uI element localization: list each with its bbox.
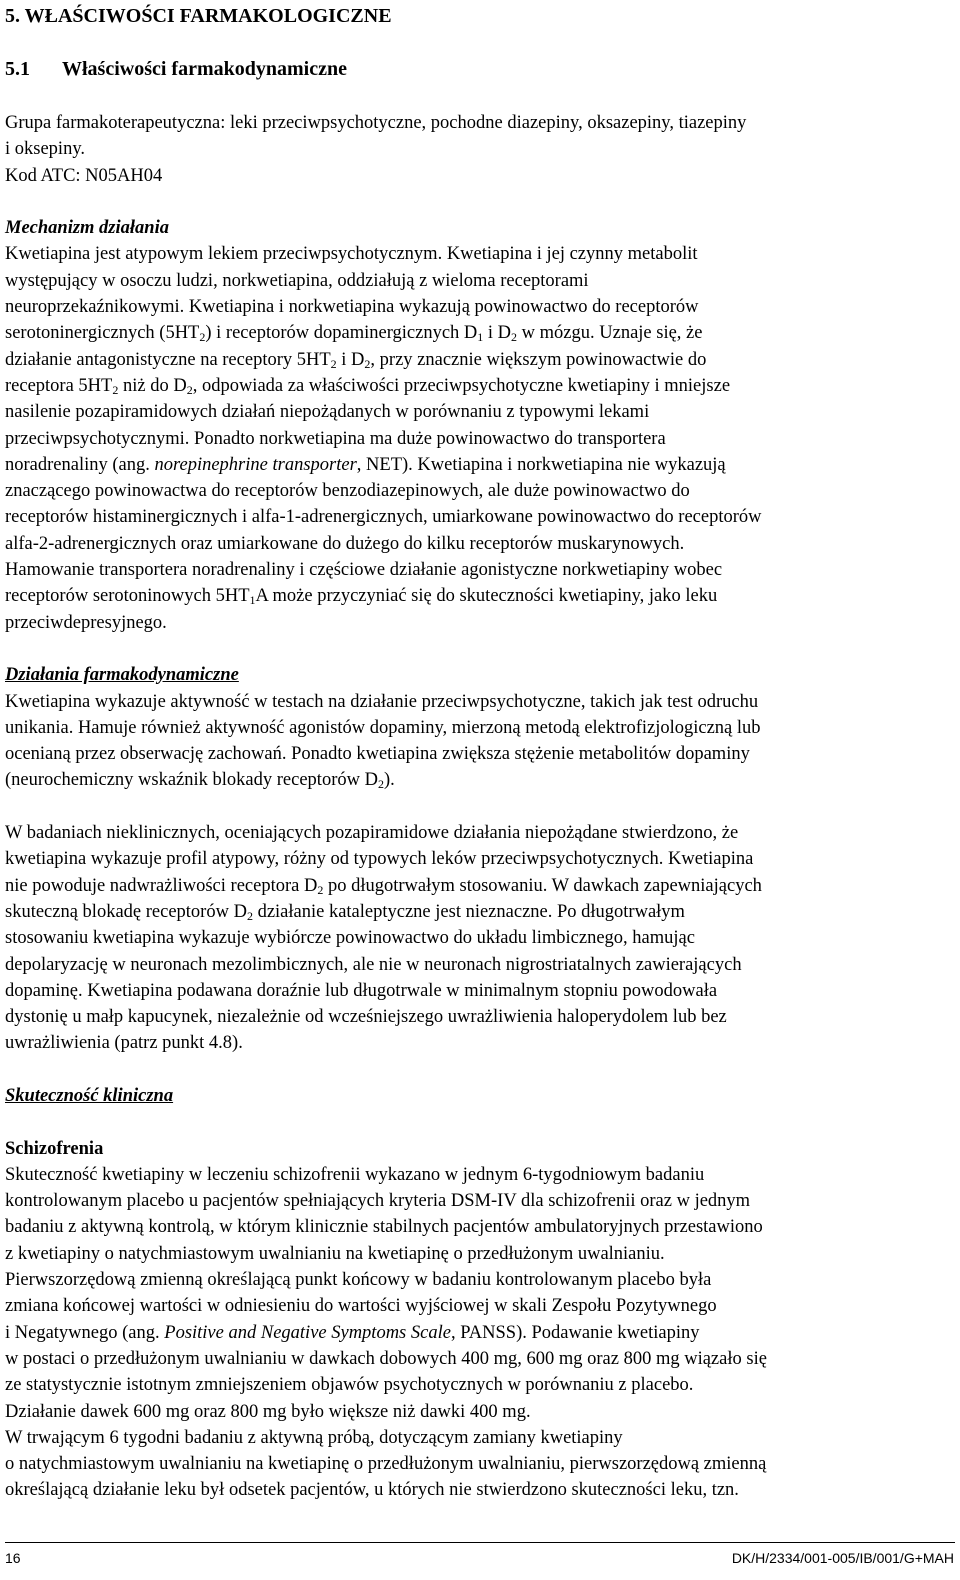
text-line: noradrenaliny (ang. norepinephrine transporter, NET). Kwetiapina i norkwetiapina nie wykazują — [5, 454, 726, 475]
text-line: działanie antagonistyczne na receptory $5HT_2$ i $D_2$, przy znacznie większym powinowactwie do — [5, 349, 707, 371]
text-line: i Negatywnego (ang. Positive and Negative Symptoms Scale, PANSS). Podawanie kwetiapiny — [5, 1322, 700, 1343]
text-line: Kwetiapina jest atypowym lekiem przeciwpsychotycznym. Kwetiapina i jej czynny metabolit — [5, 244, 698, 265]
text-line: skuteczną blokadę receptorów $D_2$ działanie kataleptyczne jest nieznaczne. Po długotrwałym — [5, 901, 685, 923]
subsection-title: Właściwości farmakodynamiczne — [62, 58, 347, 80]
text-line: receptorów serotoninowych $5HT_1A$ może przyczyniać się do skuteczności kwetiapiny, jako leku — [5, 586, 718, 608]
schizophrenia-heading: Schizofrenia — [5, 1138, 104, 1159]
text-line: serotoninergicznych $(5HT_2)$ i receptorów dopaminergicznych $D_1$ i $D_2$ w mózgu. Uznaje się, że — [5, 323, 703, 345]
text-line: Grupa farmakoterapeutyczna: leki przeciwpsychotyczne, pochodne diazepiny, oksazepiny, tiazepiny — [5, 113, 747, 133]
text-line: stosowaniu kwetiapina wykazuje wybiórcze powinowactwo do układu limbicznego, hamując — [5, 928, 695, 949]
text-line: Hamowanie transportera noradrenaliny i częściowe działanie agonistyczne norkwetiapiny wobec — [5, 560, 723, 581]
atc-code: Kod ATC: N05AH04 — [5, 165, 163, 186]
subsection-number: 5.1 — [5, 58, 30, 80]
document-code: DK/H/2334/001-005/IB/001/G+MAH — [731, 1550, 954, 1566]
text-line: W trwającym 6 tygodni badaniu z aktywną próbą, dotyczącym zamiany kwetiapiny — [5, 1427, 623, 1448]
text-line: występujący w osoczu ludzi, norkwetiapina, oddziałują z wieloma receptorami — [5, 270, 589, 291]
section-heading: 5. WŁAŚCIWOŚCI FARMAKOLOGICZNE — [5, 5, 392, 27]
body-text — [5, 110, 955, 1504]
text-line: Skuteczność kwetiapiny w leczeniu schizofrenii wykazano w jednym 6-tygodniowym badaniu — [5, 1164, 705, 1185]
text-line: o natychmiastowym uwalnianiu na kwetiapinę o przedłużonym uwalnianiu, pierwszorzędową zmienną — [5, 1454, 767, 1475]
text-line: w postaci o przedłużonym uwalnianiu w dawkach dobowych 400 mg, 600 mg oraz 800 mg wiązało się — [5, 1348, 767, 1369]
text-line: badaniu z aktywną kontrolą, w którym klinicznie stabilnych pacjentów ambulatoryjnych przestawiono — [5, 1217, 763, 1238]
text-line: zmiana końcowej wartości w odniesieniu do wartości wyjściowej w skali Zespołu Pozytywnego — [5, 1296, 717, 1317]
text-line: Pierwszorzędową zmienną określającą punkt końcowy w badaniu kontrolowanym placebo była — [5, 1270, 712, 1291]
pd-effects-heading: Działania farmakodynamiczne — [5, 665, 239, 686]
text-line: kontrolowanym placebo u pacjentów spełniających kryteria DSM-IV dla schizofrenii oraz w jednym — [5, 1191, 751, 1212]
text-line: Działanie dawek 600 mg oraz 800 mg było większe niż dawki 400 mg. — [5, 1401, 531, 1422]
clinical-heading: Skuteczność kliniczna — [5, 1085, 174, 1106]
text-line: unikania. Hamuje również aktywność agonistów dopaminy, mierzoną metodą elektrofizjologiczną lub — [5, 717, 761, 738]
footer-divider — [5, 1542, 955, 1543]
text-line: (neurochemiczny wskaźnik blokady receptorów $D_2$). — [5, 770, 395, 792]
text-line: uwrażliwienia (patrz punkt 4.8). — [5, 1033, 243, 1054]
text-line: alfa-2-adrenergicznych oraz umiarkowane do dużego do kilku receptorów muskarynowych. — [5, 533, 685, 554]
text-line: znaczącego powinowactwa do receptorów benzodiazepinowych, ale duże powinowactwo do — [5, 481, 690, 502]
text-line: przeciwpsychotycznymi. Ponadto norkwetiapina ma duże powinowactwo do transportera — [5, 428, 666, 449]
text-line: Kwetiapina wykazuje aktywność w testach na działanie przeciwpsychotyczne, takich jak test odruchu — [5, 691, 759, 712]
text-line: dystonię u małp kapucynek, niezależnie od wcześniejszego uwrażliwienia haloperydolem lub bez — [5, 1007, 727, 1028]
mechanism-heading: Mechanizm działania — [5, 218, 169, 239]
text-line: i oksepiny. — [5, 139, 85, 160]
text-line: z kwetiapiny o natychmiastowym uwalnianiu na kwetiapinę o przedłużonym uwalnianiu. — [5, 1243, 665, 1264]
text-line: ocenianą przez obserwację zachowań. Ponadto kwetiapina zwiększa stężenie metabolitów dopaminy — [5, 744, 750, 765]
text-line: przeciwdepresyjnego. — [5, 612, 167, 633]
text-line: określającą działanie leku był odsetek pacjentów, u których nie stwierdzono skuteczności leku, tzn. — [5, 1480, 739, 1501]
text-line: nie powoduje nadwrażliwości receptora $D_2$ po długotrwałym stosowaniu. W dawkach zapewniających — [5, 875, 762, 897]
page-number: 16 — [5, 1550, 21, 1566]
text-line: W badaniach nieklinicznych, oceniających pozapiramidowe działania niepożądane stwierdzono, że — [5, 823, 739, 844]
text-line: neuroprzekaźnikowymi. Kwetiapina i norkwetiapina wykazują powinowactwo do receptorów — [5, 297, 699, 318]
subsection-heading — [5, 57, 347, 81]
text-line: depolaryzację w neuronach mezolimbicznych, ale nie w neuronach nigrostriatalnych zawierających — [5, 954, 742, 975]
text-line: receptora $5HT_2$ niż do $D_2$, odpowiada za właściwości przeciwpsychotyczne kwetiapiny i mniejsze — [5, 375, 731, 397]
text-line: kwetiapina wykazuje profil atypowy, różny od typowych leków przeciwpsychotycznych. Kwetiapina — [5, 849, 754, 870]
text-line: ze statystycznie istotnym zmniejszeniem objawów psychotycznych w porównaniu z placebo. — [5, 1375, 694, 1396]
text-line: dopaminę. Kwetiapina podawana doraźnie lub długotrwale w minimalnym stopniu powodowała — [5, 980, 718, 1001]
text-line: receptorów histaminergicznych i alfa-1-adrenergicznych, umiarkowane powinowactwo do receptorów — [5, 507, 762, 528]
text-line: nasilenie pozapiramidowych działań niepożądanych w porównaniu z typowymi lekami — [5, 402, 650, 423]
